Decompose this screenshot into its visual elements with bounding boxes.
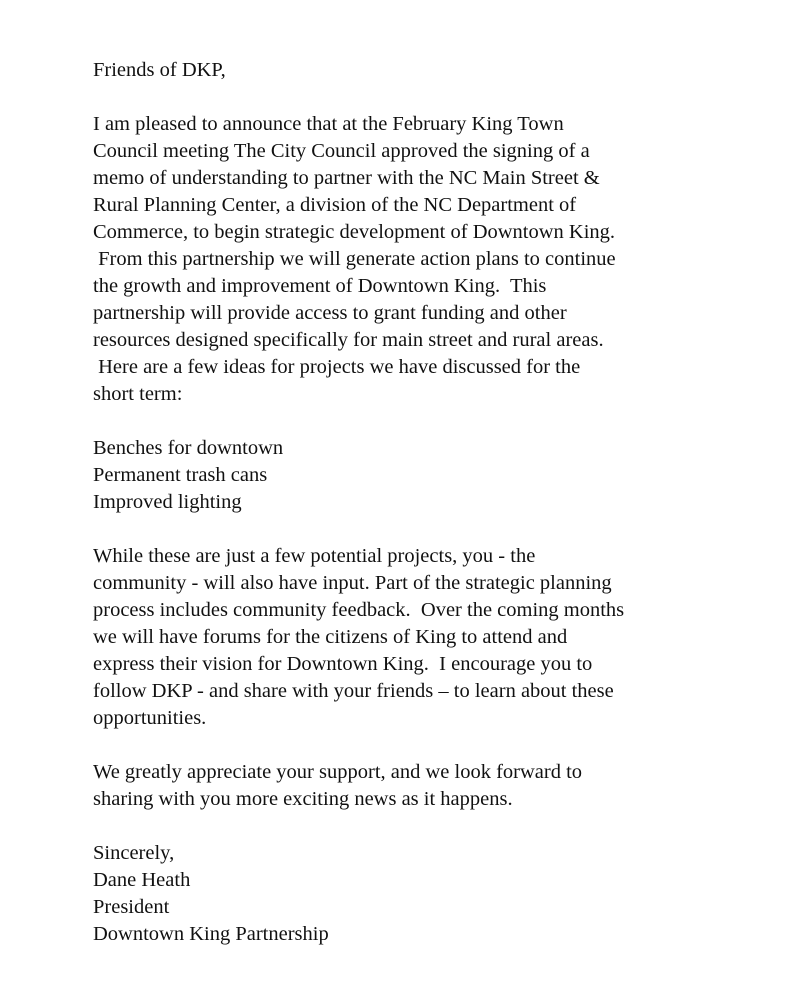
paragraph-line: Commerce, to begin strategic development of Downtown King. (93, 221, 616, 243)
project-item: Permanent trash cans (93, 464, 268, 486)
project-list (93, 435, 733, 516)
paragraph-line: partnership will provide access to grant funding and other (93, 302, 567, 324)
paragraph-line: we will have forums for the citizens of King to attend and (93, 626, 568, 648)
paragraph-line: resources designed specifically for main street and rural areas. (93, 329, 604, 351)
project-item: Benches for downtown (93, 437, 284, 459)
paragraph-line: process includes community feedback. Over the coming months (93, 599, 625, 621)
organization-name: Downtown King Partnership (93, 923, 329, 945)
paragraph-line: I am pleased to announce that at the February King Town (93, 113, 564, 135)
signature-block (93, 840, 733, 948)
paragraph-line: short term: (93, 383, 183, 405)
paragraph-line: community - will also have input. Part of the strategic planning (93, 572, 612, 594)
paragraph-line: From this partnership we will generate action plans to continue (93, 248, 616, 270)
paragraph-line: We greatly appreciate your support, and we look forward to (93, 761, 583, 783)
signer-name: Dane Heath (93, 869, 191, 891)
paragraph-line: Rural Planning Center, a division of the NC Department of (93, 194, 577, 216)
signer-title: President (93, 896, 170, 918)
community-paragraph (93, 543, 733, 732)
appreciation-paragraph (93, 759, 733, 813)
paragraph-line: the growth and improvement of Downtown King. This (93, 275, 547, 297)
letter-body (93, 57, 733, 948)
paragraph-line: express their vision for Downtown King. I encourage you to (93, 653, 593, 675)
closing: Sincerely, (93, 842, 175, 864)
paragraph-line: sharing with you more exciting news as it happens. (93, 788, 513, 810)
paragraph-line: Here are a few ideas for projects we have discussed for the (93, 356, 581, 378)
paragraph-line: memo of understanding to partner with the NC Main Street & (93, 167, 600, 189)
greeting (93, 57, 733, 84)
paragraph-line: While these are just a few potential projects, you - the (93, 545, 536, 567)
paragraph-line: Council meeting The City Council approved the signing of a (93, 140, 590, 162)
paragraph-line: follow DKP - and share with your friends – to learn about these (93, 680, 614, 702)
announcement-paragraph (93, 111, 733, 408)
project-item: Improved lighting (93, 491, 242, 513)
paragraph-line: opportunities. (93, 707, 207, 729)
greeting-line: Friends of DKP, (93, 59, 226, 81)
